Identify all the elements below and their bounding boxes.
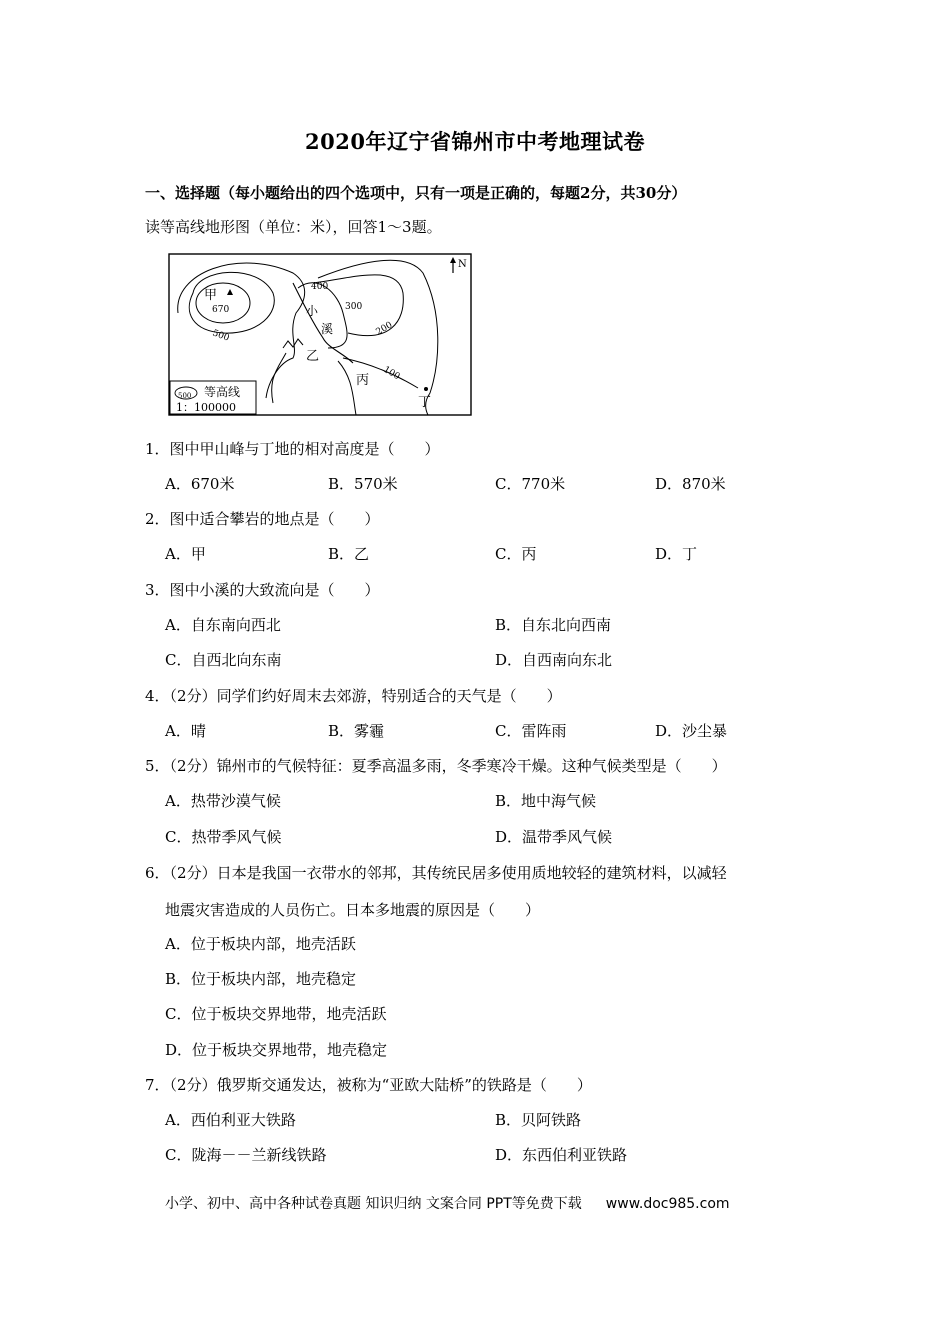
q1-option-a[interactable]: A．670米 <box>165 475 235 493</box>
peak-height: 670 <box>212 305 230 315</box>
north-arrow-head-icon <box>450 257 456 263</box>
q5-option-c[interactable]: C．热带季风气候 <box>165 828 282 846</box>
stream-label-1: 小 <box>306 304 319 318</box>
q2-option-d[interactable]: D．丁 <box>655 545 698 563</box>
peak-label: 甲 <box>204 288 218 303</box>
q1-option-b[interactable]: B．570米 <box>328 475 398 493</box>
q3-option-d[interactable]: D．自西南向东北 <box>495 651 613 669</box>
question-6-line-2: 地震灾害造成的人员伤亡。日本多地震的原因是（ ） <box>165 901 541 919</box>
q4-option-b[interactable]: B．雾霾 <box>328 722 385 740</box>
q3-option-b[interactable]: B．自东北向西南 <box>495 616 612 634</box>
cliff-marks <box>283 339 303 348</box>
page-title: 2020年辽宁省锦州市中考地理试卷 <box>305 129 645 154</box>
section-heading: 一、选择题（每小题给出的四个选项中，只有一项是正确的，每题2分，共30分） <box>145 184 687 202</box>
contour-cliff <box>272 353 286 403</box>
footer-text: 小学、初中、高中各种试卷真题 知识归纳 文案合同 PPT等免费下载 <box>165 1196 582 1212</box>
contour-500 <box>189 272 274 333</box>
stream-label-2: 溪 <box>321 322 334 336</box>
q5-option-d[interactable]: D．温带季风气候 <box>495 828 613 846</box>
place-yi: 乙 <box>306 349 320 364</box>
q6-option-a[interactable]: A．位于板块内部，地壳活跃 <box>165 935 356 953</box>
q4-option-a[interactable]: A．晴 <box>165 722 206 740</box>
contour-label-100: 100 <box>381 364 402 383</box>
q1-option-c[interactable]: C．770米 <box>495 475 566 493</box>
peak-triangle-icon <box>227 289 233 295</box>
q7-option-d[interactable]: D．东西伯利亚铁路 <box>495 1146 628 1164</box>
q5-option-a[interactable]: A．热带沙漠气候 <box>165 792 281 810</box>
page-footer <box>165 1193 730 1213</box>
contour-label-500: 500 <box>210 328 231 344</box>
legend-sample: 500 <box>178 392 192 400</box>
q3-option-c[interactable]: C．自西北向东南 <box>165 651 282 669</box>
q2-option-c[interactable]: C．丙 <box>495 545 537 563</box>
q1-option-d[interactable]: D．870米 <box>655 475 726 493</box>
legend-label: 等高线 <box>204 385 241 399</box>
q4-option-d[interactable]: D．沙尘暴 <box>655 722 728 740</box>
footer-url[interactable]: www.doc985.com <box>605 1196 730 1212</box>
contour-bing <box>338 361 356 415</box>
contour-100 <box>318 260 438 415</box>
q4-option-c[interactable]: C．雷阵雨 <box>495 722 567 740</box>
ding-point <box>424 387 428 391</box>
question-3: 3．图中小溪的大致流向是（ ） <box>145 581 380 599</box>
q7-option-c[interactable]: C．陇海－－兰新线铁路 <box>165 1146 327 1164</box>
contour-label-400: 400 <box>311 282 329 292</box>
question-4: 4．（2分）同学们约好周末去郊游，特别适合的天气是（ ） <box>145 687 562 705</box>
contour-label-300: 300 <box>345 302 363 312</box>
question-5: 5．（2分）锦州市的气候特征：夏季高温多雨，冬季寒冷干燥。这种气候类型是（ ） <box>145 757 727 775</box>
map-intro: 读等高线地形图（单位：米），回答1～3题。 <box>145 218 442 236</box>
question-2: 2．图中适合攀岩的地点是（ ） <box>145 510 380 528</box>
place-ding: 丁 <box>418 395 432 410</box>
contour-100-low <box>343 358 418 388</box>
q7-option-a[interactable]: A．西伯利亚大铁路 <box>165 1111 296 1129</box>
question-1: 1．图中甲山峰与丁地的相对高度是（ ） <box>145 440 440 458</box>
q7-option-b[interactable]: B．贝阿铁路 <box>495 1111 582 1129</box>
place-bing: 丙 <box>356 373 370 388</box>
contour-400 <box>178 263 305 398</box>
q6-option-d[interactable]: D．位于板块交界地带，地壳稳定 <box>165 1041 388 1059</box>
question-7: 7．（2分）俄罗斯交通发达，被称为“亚欧大陆桥”的铁路是（ ） <box>145 1076 592 1094</box>
q2-option-a[interactable]: A．甲 <box>165 545 206 563</box>
contour-map <box>168 253 473 417</box>
q6-option-b[interactable]: B．位于板块内部，地壳稳定 <box>165 970 357 988</box>
contour-label-200: 200 <box>374 320 395 338</box>
map-scale: 1：100000 <box>176 401 236 414</box>
q5-option-b[interactable]: B．地中海气候 <box>495 792 597 810</box>
question-6: 6．（2分）日本是我国一衣带水的邻邦，其传统民居多使用质地较轻的建筑材料，以减轻 <box>145 864 727 882</box>
q3-option-a[interactable]: A．自东南向西北 <box>165 616 281 634</box>
north-label: N <box>458 259 467 270</box>
q6-option-c[interactable]: C．位于板块交界地带，地壳活跃 <box>165 1005 387 1023</box>
q2-option-b[interactable]: B．乙 <box>328 545 370 563</box>
